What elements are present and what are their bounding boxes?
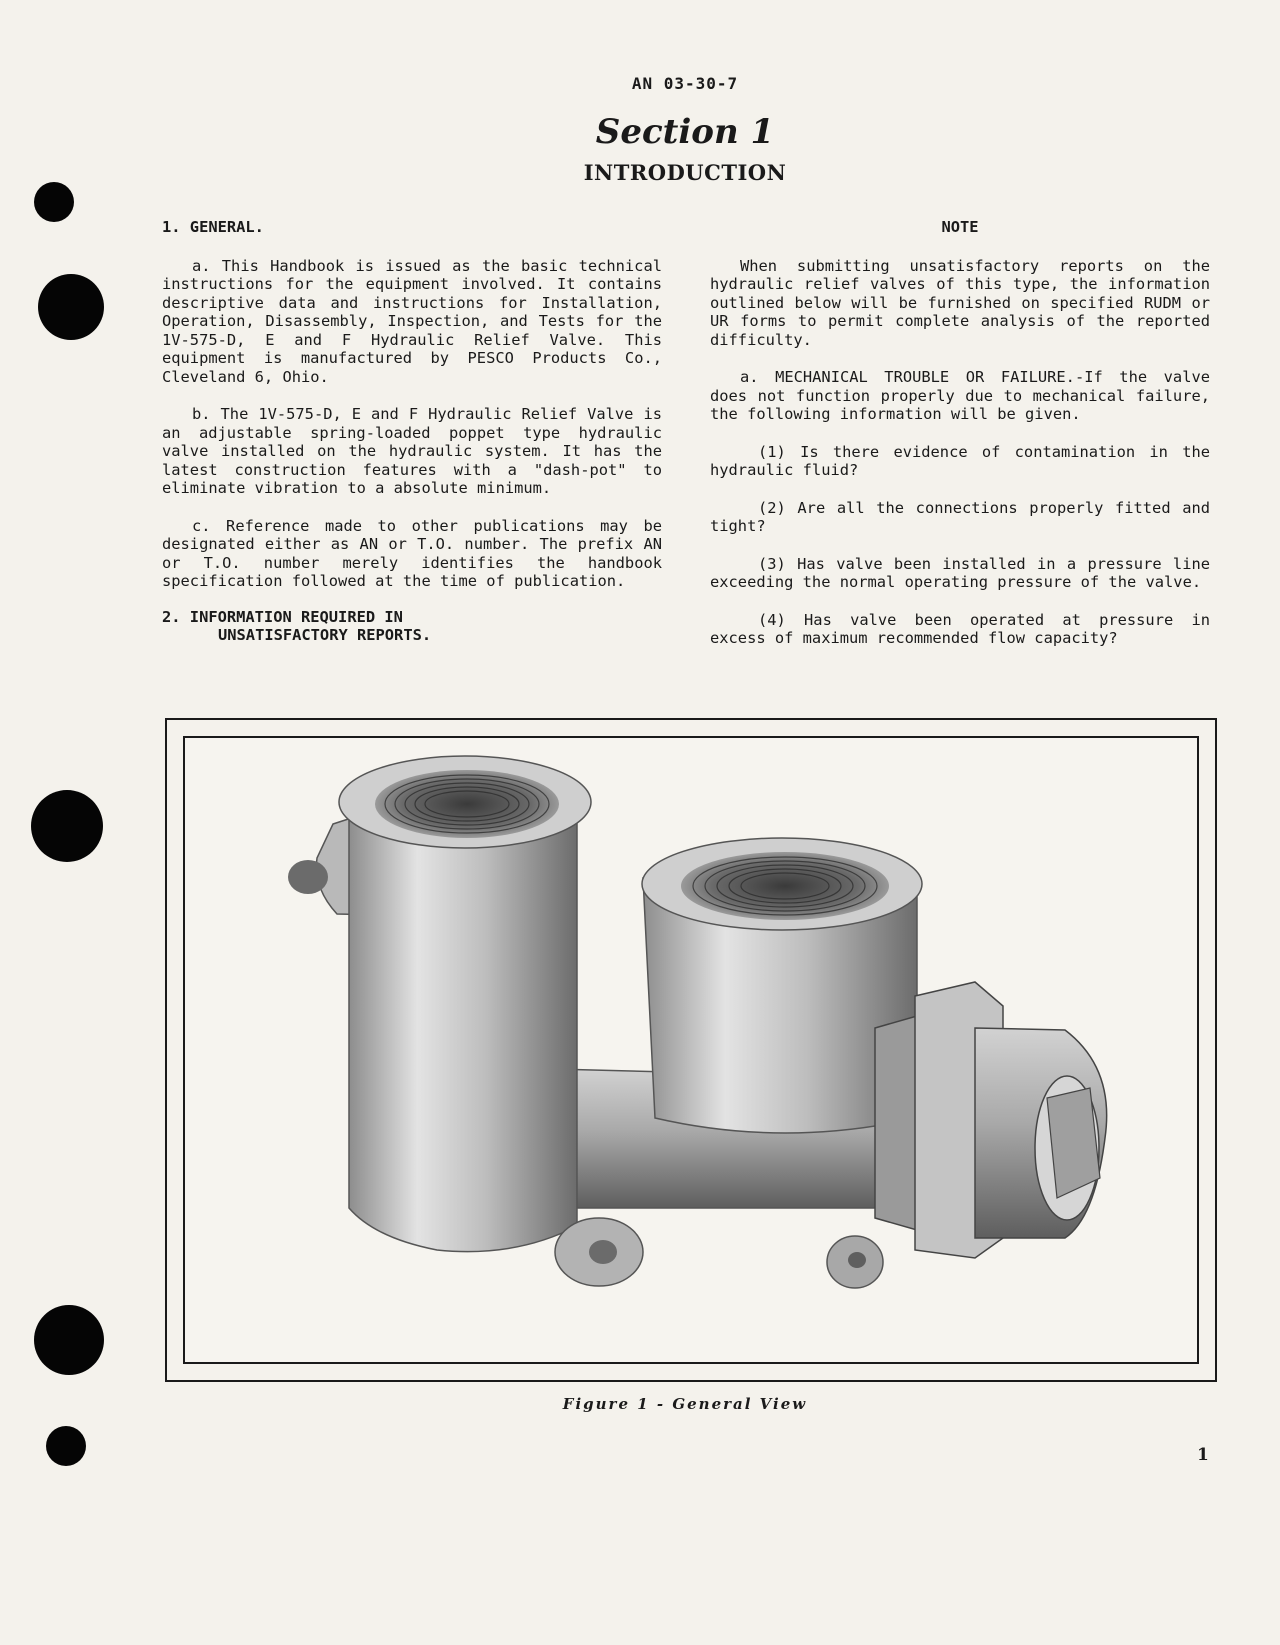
paragraph-mechanical-trouble: a. MECHANICAL TROUBLE OR FAILURE.-If the valve does not function properly due to mechanical failure, the following information will be given.: [710, 368, 1210, 423]
document-number: AN 03-30-7: [631, 74, 739, 93]
note-heading: NOTE: [941, 218, 979, 236]
question-1: (1) Is there evidence of contamination in the hydraulic fluid?: [710, 442, 1210, 479]
left-column: [162, 218, 662, 645]
figure-frame: [165, 718, 1217, 1382]
binder-hole: [31, 790, 103, 862]
section-title: Section 1: [595, 112, 775, 152]
right-column: [710, 218, 1210, 648]
binder-hole: [46, 1426, 86, 1466]
question-4: (4) Has valve been operated at pressure in excess of maximum recommended flow capacity?: [710, 610, 1210, 647]
page-number: 1: [1197, 1445, 1209, 1465]
binder-hole: [34, 1305, 104, 1375]
question-3: (3) Has valve been installed in a pressure line exceeding the normal operating pressure of the valve.: [710, 554, 1210, 591]
paragraph-a: a. This Handbook is issued as the basic technical instructions for the equipment involved. It contains descriptive data and instructions for Installation, Operation, Disassembly, Inspection, and Tests for the 1V-575-D, E and F Hydraulic Relief Valve. This equipment is manufactured by PESCO Products Co., Cleveland 6, Ohio.: [162, 256, 662, 386]
heading-general: 1. GENERAL.: [162, 218, 264, 236]
heading-information-required: 2. INFORMATION REQUIRED IN UNSATISFACTORY REPORTS.: [162, 607, 432, 644]
question-2: (2) Are all the connections properly fitted and tight?: [710, 498, 1210, 535]
section-subtitle: INTRODUCTION: [583, 160, 787, 185]
figure-caption: Figure 1 - General View: [562, 1395, 808, 1413]
note-text: When submitting unsatisfactory reports on the hydraulic relief valves of this type, the information outlined below will be furnished on specified RUDM or UR forms to permit complete analysis of the reported difficulty.: [710, 256, 1210, 349]
figure-inner-frame: [183, 736, 1199, 1364]
paragraph-c: c. Reference made to other publications may be designated either as AN or T.O. number. The prefix AN or T.O. number merely identifies the handbook specification followed at the time of publication.: [162, 516, 662, 590]
paragraph-b: b. The 1V-575-D, E and F Hydraulic Relief Valve is an adjustable spring-loaded poppet type hydraulic valve installed on the hydraulic system. It has the latest construction features with a "dash-pot" to eliminate vibration to a absolute minimum.: [162, 405, 662, 497]
binder-hole: [34, 182, 74, 222]
binder-hole: [38, 274, 104, 340]
relief-valve-illustration: [185, 738, 1201, 1366]
